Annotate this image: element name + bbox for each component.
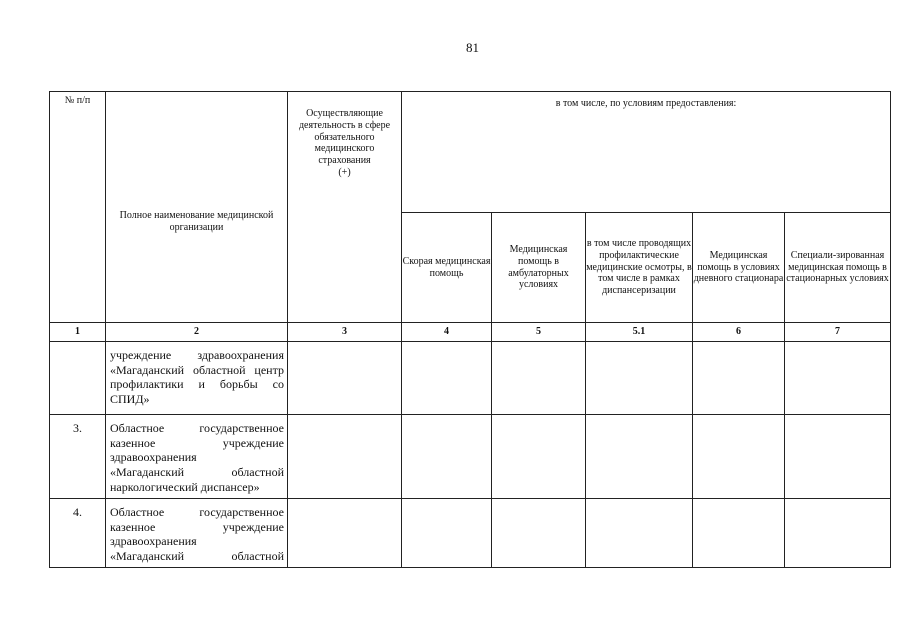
cell-oms [288, 499, 402, 568]
column-index-row [50, 323, 891, 342]
table-row [50, 499, 891, 568]
name-line: казенное учреждение [110, 435, 284, 450]
cell-col-4 [402, 415, 492, 499]
index-cell: 3 [288, 323, 402, 342]
page-number: 81 [466, 40, 479, 55]
cell-col-4 [402, 499, 492, 568]
cell-col-6 [693, 415, 785, 499]
medical-organizations-table [49, 91, 891, 568]
header-col-name [106, 92, 288, 323]
name-line: «Магаданский областной [110, 464, 284, 479]
name-line: казенное учреждение [110, 519, 284, 534]
index-cell: 2 [106, 323, 288, 342]
organization-name [106, 499, 288, 568]
cell-col-7 [785, 499, 891, 568]
cell-oms [288, 415, 402, 499]
table-row [50, 415, 891, 499]
cell-col-5-1 [586, 415, 693, 499]
header-col-5-1: в том числе проводящих профилактические медицинские осмотры, в том числе в рамках диспансеризации [586, 213, 693, 323]
name-line: здравоохранения [110, 450, 197, 465]
name-line: здравоохранения [110, 534, 197, 549]
name-line: Областное государственное [110, 505, 284, 519]
cell-col-4 [402, 342, 492, 415]
organization-name [106, 415, 288, 499]
header-col-6: Медицинская помощь в условиях дневного стационара [693, 213, 785, 323]
name-line: СПИД» [110, 391, 150, 406]
cell-col-7 [785, 342, 891, 415]
header-col-num: № п/п [50, 92, 106, 323]
cell-oms [288, 342, 402, 415]
index-cell: 5 [492, 323, 586, 342]
header-col-4: Скорая медицинская помощь [402, 213, 492, 323]
header-col-5: Медицинская помощь в амбулаторных условиях [492, 213, 586, 323]
header-row-top [50, 92, 891, 213]
cell-col-5-1 [586, 342, 693, 415]
header-col-oms-mark: (+) [338, 166, 351, 178]
index-cell: 6 [693, 323, 785, 342]
header-col-group: в том числе, по условиям предоставления: [402, 92, 891, 213]
header-col-oms-text: Осуществляющие деятельность в сфере обязательного медицинского страхования [298, 108, 391, 167]
index-cell: 1 [50, 323, 106, 342]
cell-col-5 [492, 342, 586, 415]
index-cell: 7 [785, 323, 891, 342]
table-row [50, 342, 891, 415]
name-line: профилактики и борьбы со [110, 377, 284, 392]
name-line: наркологический диспансер» [110, 479, 260, 494]
header-col-name-text: Полное наименование медицинской организации [119, 210, 274, 233]
row-number: 4. [50, 499, 106, 568]
index-cell: 4 [402, 323, 492, 342]
name-line: «Магаданский областной [110, 548, 284, 563]
organization-name [106, 342, 288, 415]
name-line: «Магаданский областной центр [110, 362, 284, 377]
row-number [50, 342, 106, 415]
cell-col-5 [492, 499, 586, 568]
name-line: учреждение здравоохранения [110, 348, 284, 362]
index-cell: 5.1 [586, 323, 693, 342]
cell-col-6 [693, 499, 785, 568]
row-number: 3. [50, 415, 106, 499]
name-line: Областное государственное [110, 421, 284, 435]
cell-col-6 [693, 342, 785, 415]
header-col-7: Специали-зированная медицинская помощь в стационарных условиях [785, 213, 891, 323]
cell-col-5 [492, 415, 586, 499]
header-col-oms [288, 92, 402, 323]
cell-col-7 [785, 415, 891, 499]
cell-col-5-1 [586, 499, 693, 568]
